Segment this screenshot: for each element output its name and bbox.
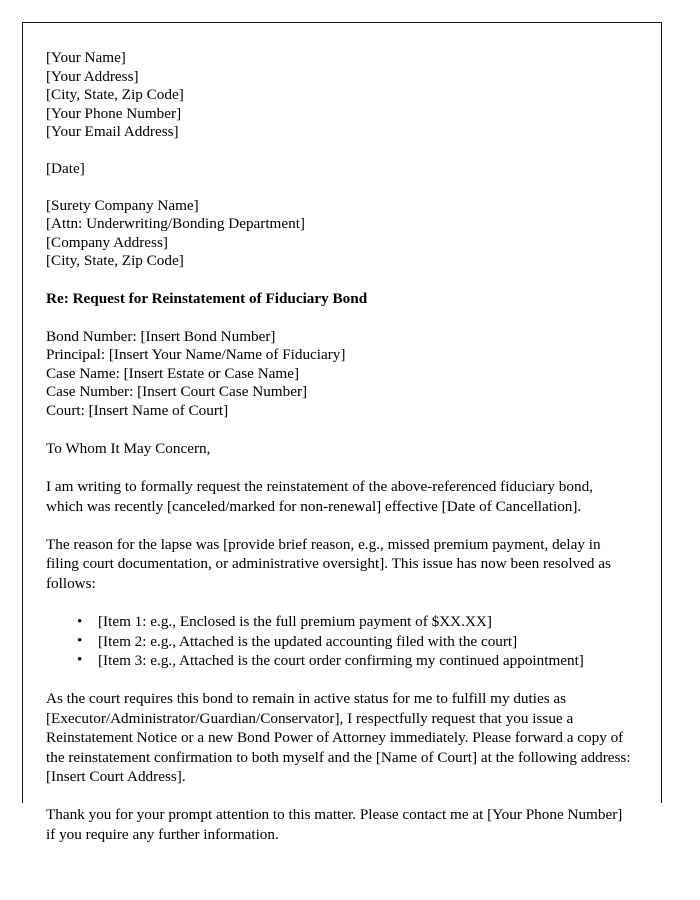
list-item: • [Item 2: e.g., Attached is the updated accounting filed with the court] <box>77 632 631 651</box>
spacer-after-subject <box>46 309 631 328</box>
spacer-after-date <box>46 179 631 197</box>
sender-address-block <box>46 49 631 142</box>
recipient-attn-line: [Attn: Underwriting/Bonding Department] <box>46 215 305 233</box>
sender-city-line: [City, State, Zip Code] <box>46 86 184 104</box>
list-item: • [Item 1: e.g., Enclosed is the full premium payment of $XX.XX] <box>77 612 631 631</box>
document-body <box>23 23 661 844</box>
paragraph-reason: The reason for the lapse was [provide brief reason, e.g., missed premium payment, delay in filing court documentation, or administrative oversight]. This issue has now been resolved as follows: <box>46 535 611 592</box>
recipient-company-line: [Surety Company Name] <box>46 196 199 214</box>
sender-street-line: [Your Address] <box>46 67 139 85</box>
subject-line: Re: Request for Reinstatement of Fiduciary Bond <box>46 289 368 307</box>
sender-email-line: [Your Email Address] <box>46 123 179 141</box>
spacer-after-bullets <box>46 670 631 689</box>
paragraph-court-requirement: As the court requires this bond to remain in active status for me to fulfill my duties as [Executor/Administrator/Guardian/Conservator], I respectfully request that you issue a Reinstatement Notice or a new Bond Power of Attorney immediately. Please forward a copy of the reinstatement confirmation to both myself and the [Name of Court] at the following address: [Insert Court Address]. <box>46 690 631 785</box>
spacer-before-salutation <box>46 421 631 440</box>
spacer-after-sender <box>46 142 631 160</box>
resolution-list <box>46 612 631 670</box>
sender-name-line: [Your Name] <box>46 49 126 66</box>
paragraph-closing: Thank you for your prompt attention to this matter. Please contact me at [Your Phone Number] if you require any further information. <box>46 806 623 843</box>
spacer-after-salutation <box>46 458 631 477</box>
recipient-city-line: [City, State, Zip Code] <box>46 252 184 270</box>
document-page <box>22 22 662 843</box>
list-item: • [Item 3: e.g., Attached is the court order confirming my continued appointment] <box>77 651 631 670</box>
bond-number-line: Bond Number: [Insert Bond Number] <box>46 327 276 345</box>
principal-line: Principal: [Insert Your Name/Name of Fiduciary] <box>46 346 346 364</box>
spacer-before-closing <box>46 786 631 805</box>
paragraph-request: I am writing to formally request the reinstatement of the above-referenced fiduciary bond, which was recently [canceled/marked for non-renewal] effective [Date of Cancellation]. <box>46 478 593 515</box>
bond-details-block <box>46 328 631 421</box>
spacer-before-bullets <box>46 593 631 612</box>
case-name-line: Case Name: [Insert Estate or Case Name] <box>46 364 300 382</box>
salutation: To Whom It May Concern, <box>46 439 211 457</box>
spacer-before-subject <box>46 271 631 290</box>
date-line: [Date] <box>46 159 85 177</box>
spacer-after-paragraph-1 <box>46 516 631 535</box>
recipient-address-block <box>46 197 631 271</box>
court-line: Court: [Insert Name of Court] <box>46 401 229 419</box>
recipient-address-line: [Company Address] <box>46 233 168 251</box>
case-number-line: Case Number: [Insert Court Case Number] <box>46 383 308 401</box>
sender-phone-line: [Your Phone Number] <box>46 104 182 122</box>
